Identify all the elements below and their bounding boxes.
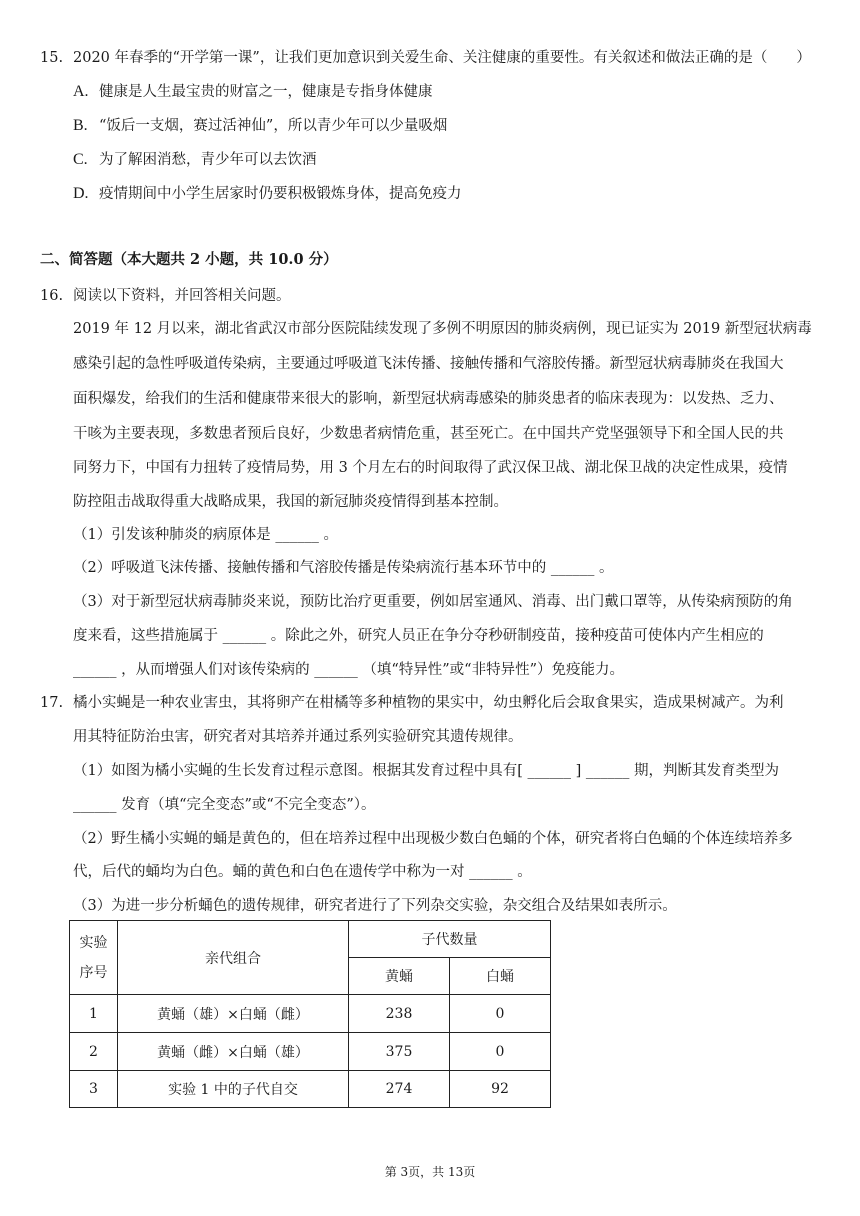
option-text: 健康是人生最宝贵的财富之一，健康是专指身体健康 [99,84,433,100]
header-text: 序号 [79,964,108,981]
option-text: 为了解困消愁，青少年可以去饮酒 [99,152,317,168]
option-letter: C. [73,151,88,168]
header-yellow: 黄蛹 [349,958,450,995]
cell-white: 92 [450,1071,551,1108]
option-c [73,150,317,170]
header-experiment-number [70,921,118,995]
passage-line: 感染引起的急性呼吸道传染病，主要通过呼吸道飞沫传播、接触传播和气溶胶传播。新型冠状病毒肺炎在我国大 [73,356,784,372]
sub-question: （2）呼吸道飞沫传播、接触传播和气溶胶传播是传染病流行基本环节中的 ______ 。 [73,560,614,576]
question-number: 17. [40,695,64,711]
option-d [73,184,462,204]
cell-yellow: 238 [349,995,450,1033]
option-letter: D. [73,185,89,202]
cell-id: 2 [70,1033,118,1071]
sub-question: （1）引发该种肺炎的病原体是 ______ 。 [73,527,338,543]
cell-yellow: 274 [349,1071,450,1108]
option-text: 疫情期间中小学生居家时仍要积极锻炼身体，提高免疫力 [99,186,462,202]
cross-experiment-table [69,920,551,1108]
cell-id: 3 [70,1071,118,1108]
header-offspring: 子代数量 [349,921,551,958]
table-row [70,995,551,1033]
passage-line: 同努力下，中国有力扭转了疫情局势，用 3 个月左右的时间取得了武汉保卫战、湖北保卫战的决定性成果，疫情 [73,460,788,476]
table-row [70,1071,551,1108]
page-footer: 第 3页，共 13页 [384,1165,476,1179]
section-heading: 二、简答题（本大题共 2 小题，共 10.0 分） [40,251,338,268]
option-text: “饭后一支烟，赛过活神仙”，所以青少年可以少量吸烟 [99,118,448,134]
cell-parents: 黄蛹（雌）×白蛹（雄） [118,1033,349,1071]
question-intro: 阅读以下资料，并回答相关问题。 [73,288,291,304]
question-text: 用其特征防治虫害，研究者对其培养并通过系列实验研究其遗传规律。 [73,729,523,745]
question-text: 橘小实蝇是一种农业害虫，其将卵产在柑橘等多种植物的果实中，幼虫孵化后会取食果实，造成果树减产。为利 [73,695,784,711]
sub-question: （3）对于新型冠状病毒肺炎来说，预防比治疗更重要，例如居室通风、消毒、出门戴口罩等，从传染病预防的角 [73,594,793,610]
sub-question: （3）为进一步分析蛹色的遗传规律，研究者进行了下列杂交实验，杂交组合及结果如表所示。 [73,898,677,914]
passage-line: 2019 年 12 月以来，湖北省武汉市部分医院陆续发现了多例不明原因的肺炎病例，现已证实为 2019 新型冠状病毒 [73,321,812,337]
header-text: 实验 [79,934,108,951]
passage-line: 防控阻击战取得重大战略成果，我国的新冠肺炎疫情得到基本控制。 [73,494,508,510]
question-stem: 2020 年春季的“开学第一课”，让我们更加意识到关爱生命、关注健康的重要性。有关叙述和做法正确的是（ ） [73,50,811,66]
sub-question: （2）野生橘小实蝇的蛹是黄色的，但在培养过程中出现极少数白色蛹的个体，研究者将白色蛹的个体连续培养多 [73,831,793,847]
header-parents: 亲代组合 [118,921,349,995]
option-a [73,82,433,102]
cell-parents: 黄蛹（雄）×白蛹（雌） [118,995,349,1033]
cell-yellow: 375 [349,1033,450,1071]
header-white: 白蛹 [450,958,551,995]
passage-line: 面积爆发，给我们的生活和健康带来很大的影响，新型冠状病毒感染的肺炎患者的临床表现为：以发热、乏力、 [73,391,784,407]
cell-parents: 实验 1 中的子代自交 [118,1071,349,1108]
option-letter: A. [73,83,89,100]
sub-question: ______ ，从而增强人们对该传染病的 ______ （填“特异性”或“非特异性”）免疫能力。 [73,662,624,678]
sub-question: ______ 发育（填“完全变态”或“不完全变态”）。 [73,797,376,813]
sub-question: 度来看，这些措施属于 ______ 。除此之外，研究人员正在争分夺秒研制疫苗，接种疫苗可使体内产生相应的 [73,628,764,644]
table-row [70,1033,551,1071]
question-number: 15. [40,50,64,66]
option-b [73,116,447,136]
question-number: 16. [40,288,64,304]
cell-white: 0 [450,995,551,1033]
passage-line: 干咳为主要表现，多数患者预后良好，少数患者病情危重，甚至死亡。在中国共产党坚强领导下和全国人民的共 [73,426,784,442]
sub-question: 代，后代的蛹均为白色。蛹的黄色和白色在遗传学中称为一对 ______ 。 [73,864,532,880]
cell-white: 0 [450,1033,551,1071]
cell-id: 1 [70,995,118,1033]
option-letter: B. [73,117,88,134]
sub-question: （1）如图为橘小实蝇的生长发育过程示意图。根据其发育过程中具有[ ______ ] ______ 期，判断其发育类型为 [73,763,779,779]
